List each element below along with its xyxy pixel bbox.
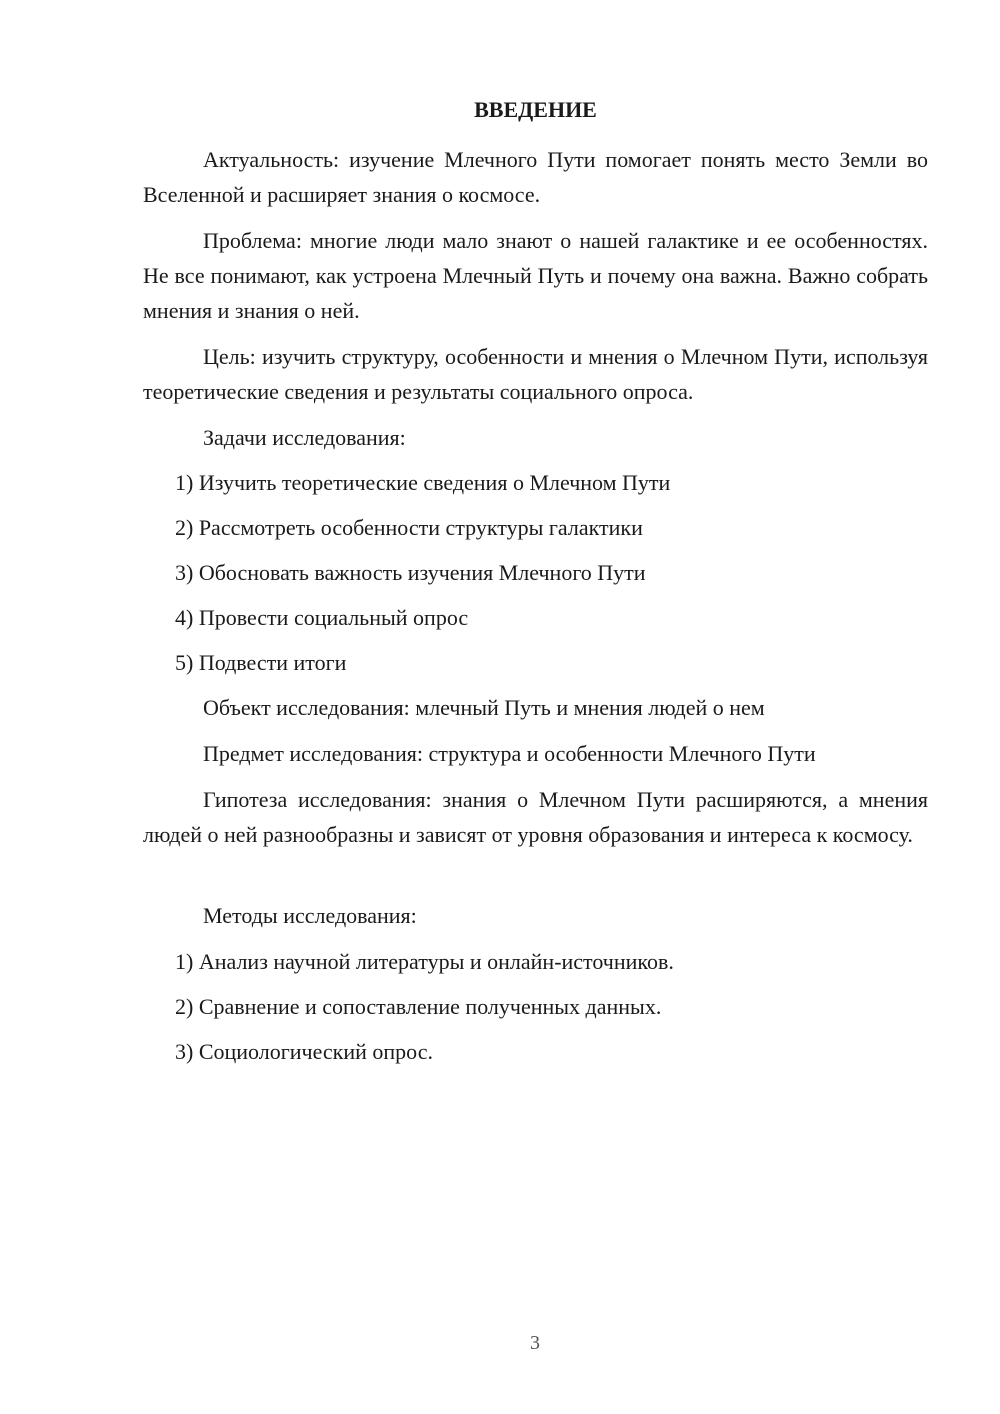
problem-paragraph: Проблема: многие люди мало знают о нашей галактике и ее особенностях. Не все понимают, как устроена Млечный Путь и почему она важна. Важно собрать мнения и знания о ней. [143,228,928,323]
page-number: 3 [530,1332,540,1354]
method-item: 3) Социологический опрос. [175,1039,433,1064]
hypothesis-paragraph: Гипотеза исследования: знания о Млечном Пути расширяются, а мнения людей о ней разнообразны и зависят от уровня образования и интереса к космосу. [143,787,928,847]
task-item: 1) Изучить теоретические сведения о Млечном Пути [175,470,671,495]
subject-paragraph: Предмет исследования: структура и особенности Млечного Пути [203,741,816,766]
tasks-title: Задачи исследования: [203,425,406,450]
relevance-paragraph: Актуальность: изучение Млечного Пути помогает понять место Земли во Вселенной и расширяет знания о космосе. [143,147,928,207]
task-item: 3) Обосновать важность изучения Млечного Пути [175,560,646,585]
object-paragraph: Объект исследования: млечный Путь и мнения людей о нем [203,695,765,720]
method-item: 2) Сравнение и сопоставление полученных данных. [175,994,662,1019]
task-item: 4) Провести социальный опрос [175,605,469,630]
goal-paragraph: Цель: изучить структуру, особенности и мнения о Млечном Пути, используя теоретические сведения и результаты социального опроса. [143,344,928,404]
methods-title: Методы исследования: [203,903,417,928]
task-item: 2) Рассмотреть особенности структуры галактики [175,515,643,540]
method-item: 1) Анализ научной литературы и онлайн-источников. [175,949,674,974]
task-item: 5) Подвести итоги [175,650,347,675]
page-heading: ВВЕДЕНИЕ [474,97,597,122]
